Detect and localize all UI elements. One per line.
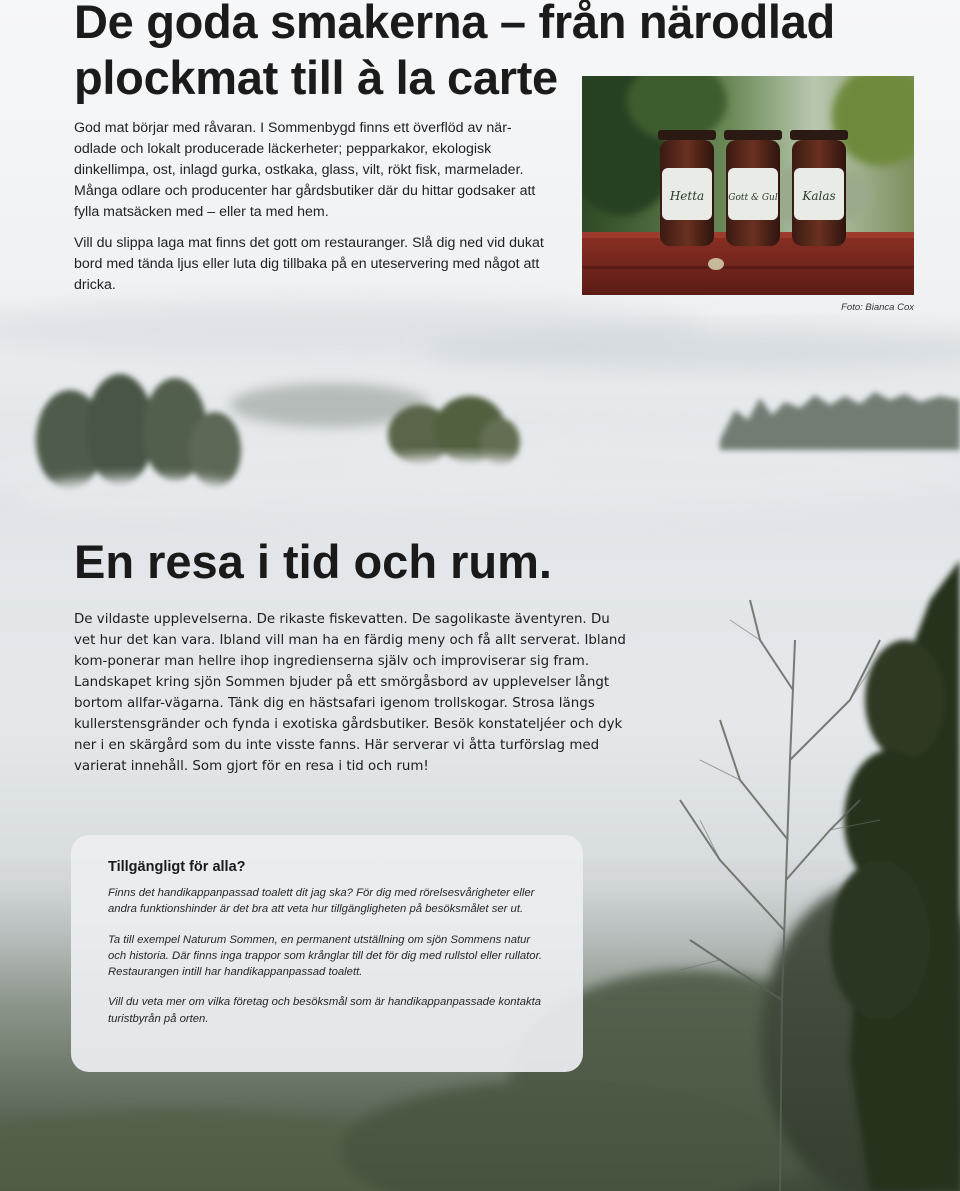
info-box-paragraph: Ta till exempel Naturum Sommen, en permanent utställning om sjön Sommens natur och historia. Där finns inga trappor som krånglar till det för dig med rullstol eller rullator. Restaurangen intill har handikappanpassad toalett. [108,933,543,979]
jar-label: Gott & Gul [728,193,778,203]
section-title: En resa i tid och rum. [74,535,552,588]
photo-caption: Foto: Bianca Cox [841,302,914,313]
info-box-paragraph: Vill du veta mer om vilka företag och besöksmål som är handikappanpassade kontakta turistbyrån på orten. [108,996,542,1025]
jar-label: Kalas [802,189,836,203]
intro-paragraph: God mat börjar med råvaran. I Sommenbygd finns ett överflöd av när-odlade och lokalt producerade läckerheter; pepparkakor, ekologisk dinkellimpa, ost, inlagd gurka, ostkaka, glass, vilt, rökt fisk, marmelader. Många odlare och producenter har gårdsbutiker där du hittar godsaker att fylla matsäcken med – eller ta med hem. [74,120,536,220]
main-title-line2: plockmat till à la carte [74,51,558,104]
section-body: De vildaste upplevelserna. De rikaste fiskevatten. De sagolikaste äventyren. Du vet hur det kan vara. Ibland vill man ha en färdig meny och få allt serverat. Ibland kom-ponerar man hellre ihop ingredienserna själv och improviserar sig fram. Landskapet kring sjön Sommen bjuder på ett smörgåsbord av upplevelser långt bortom allfar-vägarna. Tänk dig en hästsafari igenom trollskogar. Strosa längs kullerstensgränder och fynda i exotiska gårdsbutiker. Besök konstateljéer och dyk ner i en skärgård som du inte visste fanns. Här serverar vi åtta turförslag med varierat innehåll. Som gjort för en resa i tid och rum! [74,612,626,774]
jars-photo [582,76,914,295]
intro-text [74,118,554,306]
info-box-title: Tillgängligt för alla? [108,859,246,875]
jar-label: Hetta [669,189,705,203]
accessibility-info-box [71,835,583,1072]
intro-paragraph: Vill du slippa laga mat finns det gott om restauranger. Slå dig ned vid dukat bord med tända ljus eller luta dig tillbaka på en uteservering med något att dricka. [74,235,544,293]
main-title-line1: De goda smakerna – från närodlad [74,0,835,48]
info-box-paragraph: Finns det handikappanpassad toalett dit jag ska? För dig med rörelsesvårigheter eller andra funktionshinder är det bra att veta hur tillgängligheten på besöksmålet ser ut. [108,887,535,916]
